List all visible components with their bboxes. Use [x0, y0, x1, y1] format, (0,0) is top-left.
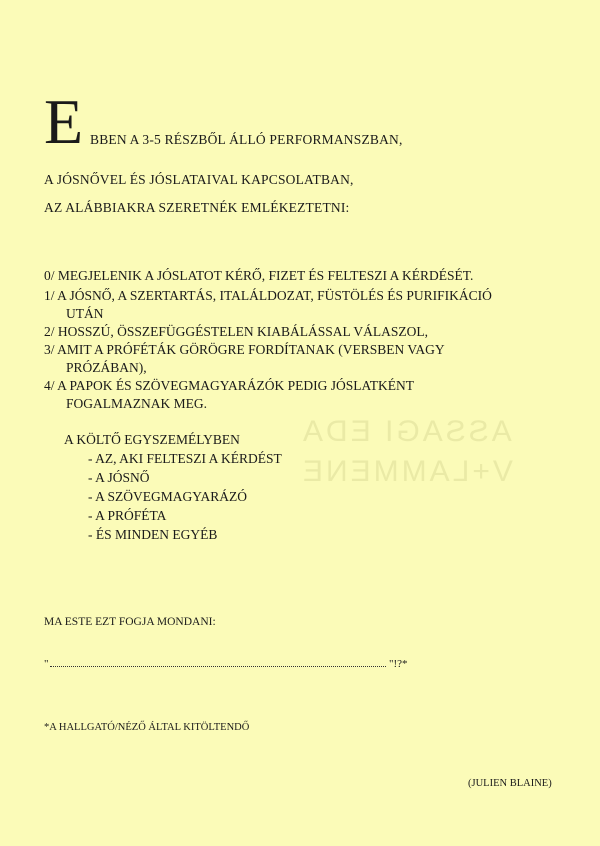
step-4: 4/ A PAPOK ÉS SZÖVEGMAGYARÁZÓK PEDIG JÓSLATKÉNT — [44, 378, 415, 393]
poet-heading: A KÖLTŐ EGYSZEMÉLYBEN — [64, 432, 240, 447]
step-3: 3/ AMIT A PRÓFÉTÁK GÖRÖGRE FORDÍTANAK (VERSBEN VAGY — [44, 342, 445, 357]
step-4-continuation: FOGALMAZNAK MEG. — [66, 396, 207, 411]
signature: (JULIEN BLAINE) — [468, 778, 552, 789]
poet-item: - A PRÓFÉTA — [88, 508, 167, 523]
step-2: 2/ HOSSZÚ, ÖSSZEFÜGGÉSTELEN KIABÁLÁSSAL VÁLASZOL, — [44, 324, 429, 339]
fill-in-close: "!?* — [389, 658, 408, 670]
step-3-continuation: PRÓZÁBAN), — [66, 360, 147, 375]
fill-in-dots — [50, 666, 386, 667]
fill-in-line[interactable] — [44, 656, 434, 672]
step-0: 0/ MEGJELENIK A JÓSLATOT KÉRŐ, FIZET ÉS FELTESZI A KÉRDÉSÉT. — [44, 268, 474, 283]
show-through-artwork-2: V+LAMMENE — [300, 455, 513, 488]
intro-line-1: BBEN A 3-5 RÉSZBŐL ÁLLÓ PERFORMANSZBAN, — [90, 132, 403, 147]
step-1-continuation: UTÁN — [66, 306, 104, 321]
tonight-label: MA ESTE EZT FOGJA MONDANI: — [44, 616, 216, 628]
poet-item: - ÉS MINDEN EGYÉB — [88, 527, 218, 542]
footnote: *A HALLGATÓ/NÉZŐ ÁLTAL KITÖLTENDŐ — [44, 722, 250, 733]
poet-item: - A JÓSNŐ — [88, 470, 150, 485]
fill-in-open-quote: " — [44, 658, 49, 670]
poet-item: - AZ, AKI FELTESZI A KÉRDÉST — [88, 451, 282, 466]
intro-line-3: AZ ALÁBBIAKRA SZERETNÉK EMLÉKEZTETNI: — [44, 200, 350, 215]
show-through-artwork: ASSAGI EDA — [300, 415, 512, 448]
drop-cap: E — [44, 86, 84, 157]
poet-item: - A SZÖVEGMAGYARÁZÓ — [88, 489, 248, 504]
step-1: 1/ A JÓSNŐ, A SZERTARTÁS, ITALÁLDOZAT, FÜSTÖLÉS ÉS PURIFIKÁCIÓ — [44, 288, 492, 303]
intro-line-2: A JÓSNŐVEL ÉS JÓSLATAIVAL KAPCSOLATBAN, — [44, 172, 354, 187]
